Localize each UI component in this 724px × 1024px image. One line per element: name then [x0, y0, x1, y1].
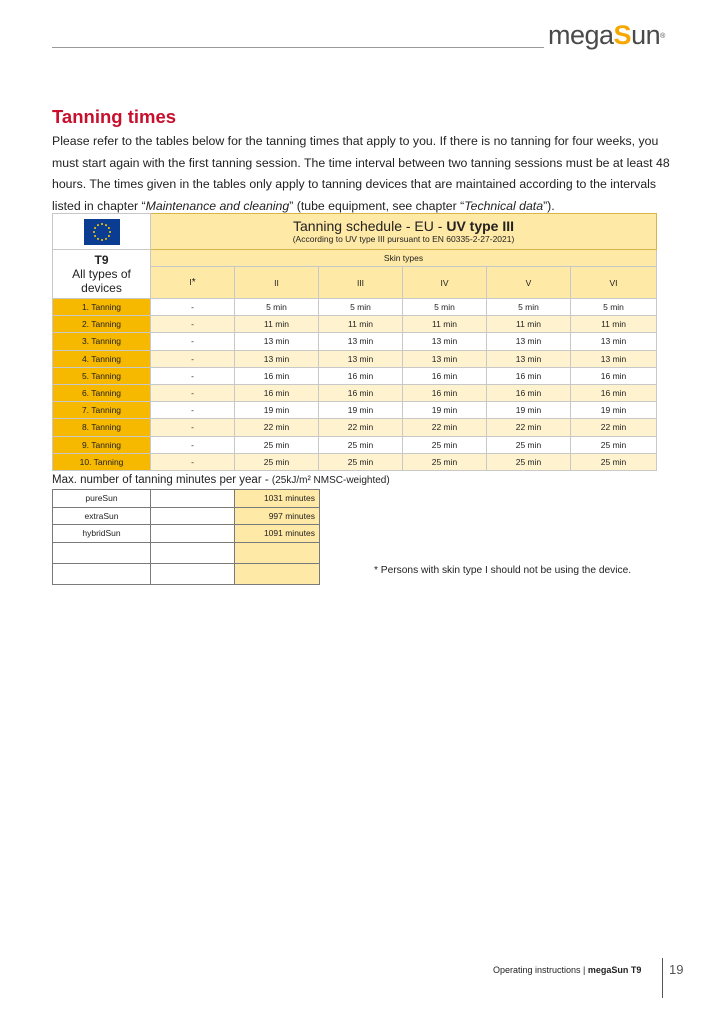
- intro-line: hours. The times given in the tables only apply to tanning devices that are maintained according to the intervals: [52, 177, 657, 191]
- tanning-session-label: 3. Tanning: [53, 333, 151, 350]
- tanning-time-cell: 25 min: [235, 453, 319, 470]
- table-row: [53, 299, 657, 316]
- tanning-time-cell: 5 min: [235, 299, 319, 316]
- empty-cell: [151, 542, 235, 563]
- skin-type-header: III: [319, 267, 403, 299]
- tanning-time-cell: 25 min: [571, 453, 657, 470]
- eu-flag-cell: [53, 214, 151, 250]
- tanning-time-cell: 19 min: [571, 402, 657, 419]
- intro-line: Please refer to the tables below for the tanning times that apply to you. If there is no tanning for four weeks, you: [52, 134, 659, 148]
- tanning-time-cell: 22 min: [487, 419, 571, 436]
- device-description: All types of devices: [72, 267, 131, 295]
- table-row: [53, 333, 657, 350]
- tanning-time-cell: 13 min: [571, 333, 657, 350]
- device-name-cell: pureSun: [53, 490, 151, 508]
- tanning-time-cell: 11 min: [403, 316, 487, 333]
- schedule-title-cell: [151, 214, 657, 250]
- device-name-cell: hybridSun: [53, 525, 151, 543]
- tanning-session-label: 10. Tanning: [53, 453, 151, 470]
- tanning-time-cell: -: [151, 350, 235, 367]
- tanning-time-cell: -: [151, 384, 235, 401]
- tanning-time-cell: 22 min: [403, 419, 487, 436]
- tanning-time-cell: 25 min: [319, 453, 403, 470]
- tanning-time-cell: 5 min: [319, 299, 403, 316]
- skin-types-header: Skin types: [151, 250, 657, 267]
- device-cell: [53, 250, 151, 299]
- tanning-time-cell: 13 min: [571, 350, 657, 367]
- tanning-time-cell: -: [151, 333, 235, 350]
- tanning-time-cell: 16 min: [319, 367, 403, 384]
- table-row: [53, 367, 657, 384]
- tanning-session-label: 8. Tanning: [53, 419, 151, 436]
- footer-divider: [662, 958, 663, 998]
- page-number: 19: [669, 962, 684, 977]
- device-name-cell: [53, 542, 151, 563]
- table-row: [53, 384, 657, 401]
- tanning-time-cell: 25 min: [487, 453, 571, 470]
- table-row: [53, 542, 320, 563]
- max-minutes-value: 1091 minutes: [235, 525, 320, 543]
- tanning-time-cell: -: [151, 436, 235, 453]
- table-row: [53, 436, 657, 453]
- tanning-time-cell: 22 min: [235, 419, 319, 436]
- empty-cell: [151, 525, 235, 543]
- tanning-time-cell: 13 min: [235, 350, 319, 367]
- max-minutes-value: [235, 542, 320, 563]
- tanning-time-cell: 16 min: [235, 367, 319, 384]
- megasun-logo: megaSun®: [548, 20, 665, 50]
- empty-cell: [151, 507, 235, 525]
- tanning-time-cell: 13 min: [403, 333, 487, 350]
- eu-flag-icon: [84, 219, 120, 245]
- tanning-time-cell: -: [151, 367, 235, 384]
- table-row: [53, 507, 320, 525]
- tanning-time-cell: 25 min: [487, 436, 571, 453]
- tanning-time-cell: 22 min: [319, 419, 403, 436]
- max-minutes-value: 997 minutes: [235, 507, 320, 525]
- skin-type-header: VI: [571, 267, 657, 299]
- tanning-time-cell: 11 min: [487, 316, 571, 333]
- device-name-cell: [53, 563, 151, 584]
- tanning-session-label: 6. Tanning: [53, 384, 151, 401]
- tanning-time-cell: 13 min: [319, 350, 403, 367]
- tanning-time-cell: 16 min: [487, 367, 571, 384]
- tanning-time-cell: 25 min: [235, 436, 319, 453]
- tanning-time-cell: 11 min: [319, 316, 403, 333]
- footer-text: Operating instructions | megaSun T9: [493, 965, 642, 975]
- table-row: [53, 490, 320, 508]
- tanning-time-cell: 16 min: [571, 367, 657, 384]
- tanning-time-cell: -: [151, 299, 235, 316]
- section-title: Tanning times: [52, 106, 177, 127]
- tanning-schedule-table: [52, 213, 657, 471]
- table-row: [53, 453, 657, 470]
- skin-type-header: IV: [403, 267, 487, 299]
- tanning-session-label: 4. Tanning: [53, 350, 151, 367]
- tanning-session-label: 2. Tanning: [53, 316, 151, 333]
- tanning-time-cell: 16 min: [235, 384, 319, 401]
- tanning-session-label: 7. Tanning: [53, 402, 151, 419]
- tanning-time-cell: 16 min: [487, 384, 571, 401]
- device-name-cell: extraSun: [53, 507, 151, 525]
- tanning-time-cell: 5 min: [403, 299, 487, 316]
- tanning-time-cell: 13 min: [403, 350, 487, 367]
- tanning-session-label: 9. Tanning: [53, 436, 151, 453]
- table-row: [53, 525, 320, 543]
- table-row: [53, 350, 657, 367]
- tanning-time-cell: 5 min: [571, 299, 657, 316]
- table-row: [53, 563, 320, 584]
- tanning-time-cell: 25 min: [571, 436, 657, 453]
- tanning-time-cell: 13 min: [487, 350, 571, 367]
- tanning-time-cell: 13 min: [319, 333, 403, 350]
- skin-type-header: II: [235, 267, 319, 299]
- tanning-time-cell: 25 min: [403, 436, 487, 453]
- skin-type-header: V: [487, 267, 571, 299]
- tanning-time-cell: 11 min: [235, 316, 319, 333]
- max-minutes-value: [235, 563, 320, 584]
- tanning-session-label: 5. Tanning: [53, 367, 151, 384]
- tanning-time-cell: 11 min: [571, 316, 657, 333]
- tanning-time-cell: 22 min: [571, 419, 657, 436]
- tanning-time-cell: 16 min: [319, 384, 403, 401]
- schedule-title: Tanning schedule - EU - UV type III: [293, 218, 515, 234]
- tanning-time-cell: 25 min: [319, 436, 403, 453]
- max-minutes-table: [52, 489, 320, 585]
- footnote: * Persons with skin type I should not be using the device.: [374, 565, 632, 576]
- tanning-time-cell: 16 min: [403, 367, 487, 384]
- max-minutes-value: 1031 minutes: [235, 490, 320, 508]
- header-rule: [52, 47, 544, 48]
- table-row: [53, 402, 657, 419]
- schedule-subtitle: (According to UV type III pursuant to EN 60335-2-27-2021): [292, 234, 515, 244]
- skin-type-header: I*: [151, 267, 235, 299]
- tanning-time-cell: 13 min: [235, 333, 319, 350]
- tanning-time-cell: 19 min: [403, 402, 487, 419]
- device-code: T9: [94, 253, 109, 267]
- intro-line: must start again with the first tanning session. The time interval between two tanning sessions must be at least 48: [52, 155, 670, 170]
- tanning-time-cell: 16 min: [571, 384, 657, 401]
- tanning-time-cell: 13 min: [487, 333, 571, 350]
- tanning-time-cell: -: [151, 419, 235, 436]
- tanning-time-cell: 19 min: [319, 402, 403, 419]
- max-minutes-title: Max. number of tanning minutes per year - (25kJ/m² NMSC-weighted): [52, 474, 390, 486]
- intro-line: listed in chapter “Maintenance and cleaning” (tube equipment, see chapter “Technical data”).: [52, 198, 555, 213]
- tanning-time-cell: 19 min: [487, 402, 571, 419]
- tanning-time-cell: -: [151, 402, 235, 419]
- tanning-time-cell: 25 min: [403, 453, 487, 470]
- tanning-time-cell: 5 min: [487, 299, 571, 316]
- tanning-session-label: 1. Tanning: [53, 299, 151, 316]
- tanning-time-cell: -: [151, 453, 235, 470]
- table-row: [53, 419, 657, 436]
- intro-paragraph: [52, 131, 670, 217]
- empty-cell: [151, 563, 235, 584]
- tanning-time-cell: 19 min: [235, 402, 319, 419]
- tanning-time-cell: 16 min: [403, 384, 487, 401]
- empty-cell: [151, 490, 235, 508]
- table-row: [53, 316, 657, 333]
- tanning-time-cell: -: [151, 316, 235, 333]
